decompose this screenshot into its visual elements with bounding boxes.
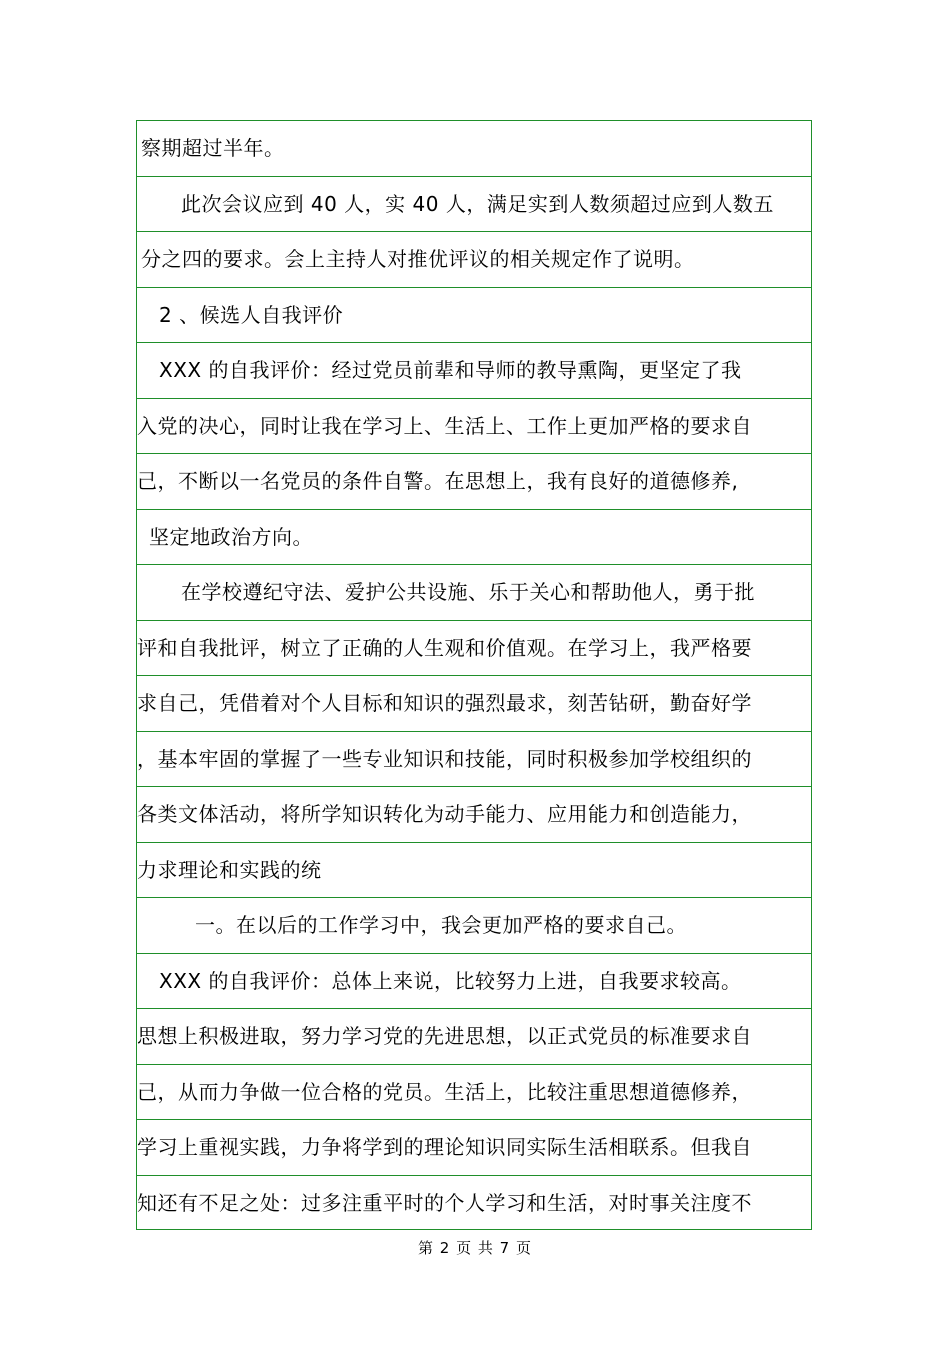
text-line	[137, 787, 811, 843]
text-line	[137, 565, 811, 621]
text-line	[137, 1120, 811, 1176]
text-line-content: 在学校遵纪守法、爱护公共设施、乐于关心和帮助他人，勇于批	[181, 580, 755, 604]
text-line-content: 思想上积极进取，努力学习党的先进思想，以正式党员的标准要求自	[137, 1024, 752, 1048]
text-line	[137, 1009, 811, 1065]
text-line	[137, 954, 811, 1010]
text-line	[137, 621, 811, 677]
text-line-content: 己，从而力争做一位合格的党员。生活上，比较注重思想道德修养，	[137, 1079, 752, 1104]
text-line-content: 察期超过半年。	[141, 136, 285, 160]
text-line-content: XXX 的自我评价：经过党员前辈和导师的教导熏陶，更坚定了我	[159, 358, 742, 382]
text-line	[137, 1176, 811, 1232]
text-line	[137, 898, 811, 954]
text-line	[137, 399, 811, 455]
text-line	[137, 843, 811, 899]
text-line-content: 学习上重视实践，力争将学到的理论知识同实际生活相联系。但我自	[137, 1135, 752, 1159]
text-line-content: 各类文体活动，将所学知识转化为动手能力、应用能力和创造能力，	[137, 802, 752, 826]
text-line-content: 知还有不足之处：过多注重平时的个人学习和生活，对时事关注度不	[137, 1190, 752, 1215]
text-line	[137, 676, 811, 732]
text-line-content: 坚定地政治方向。	[149, 524, 313, 549]
text-line	[137, 232, 811, 288]
text-line-content: 此次会议应到 40 人，实 40 人，满足实到人数须超过应到人数五	[181, 191, 774, 216]
text-line-content: 入党的决心，同时让我在学习上、生活上、工作上更加严格的要求自	[137, 413, 752, 438]
text-line-content: 2 、候选人自我评价	[159, 302, 344, 327]
text-line	[137, 732, 811, 788]
text-line	[137, 121, 811, 177]
text-line-content: XXX 的自我评价：总体上来说，比较努力上进，自我要求较高。	[159, 968, 742, 993]
document-text-box	[136, 120, 812, 1230]
text-line-content: 己，不断以一名党员的条件自警。在思想上，我有良好的道德修养,	[137, 469, 739, 493]
text-line	[137, 288, 811, 344]
text-line	[137, 1065, 811, 1121]
text-line-content: 力求理论和实践的统	[137, 857, 322, 882]
text-line	[137, 454, 811, 510]
text-line-content: 评和自我批评，树立了正确的人生观和价值观。在学习上，我严格要	[137, 635, 752, 660]
text-line-content: 求自己，凭借着对个人目标和知识的强烈最求，刻苦钻研，勤奋好学	[137, 691, 752, 715]
text-line-content: 一。在以后的工作学习中，我会更加严格的要求自己。	[195, 913, 687, 937]
text-line-content: ，基本牢固的掌握了一些专业知识和技能，同时积极参加学校组织的	[137, 746, 752, 771]
page-number-footer: 第 2 页 共 7 页	[418, 1239, 532, 1257]
text-line-content: 分之四的要求。会上主持人对推优评议的相关规定作了说明。	[141, 247, 695, 271]
text-line	[137, 510, 811, 566]
text-line	[137, 177, 811, 233]
text-line	[137, 343, 811, 399]
